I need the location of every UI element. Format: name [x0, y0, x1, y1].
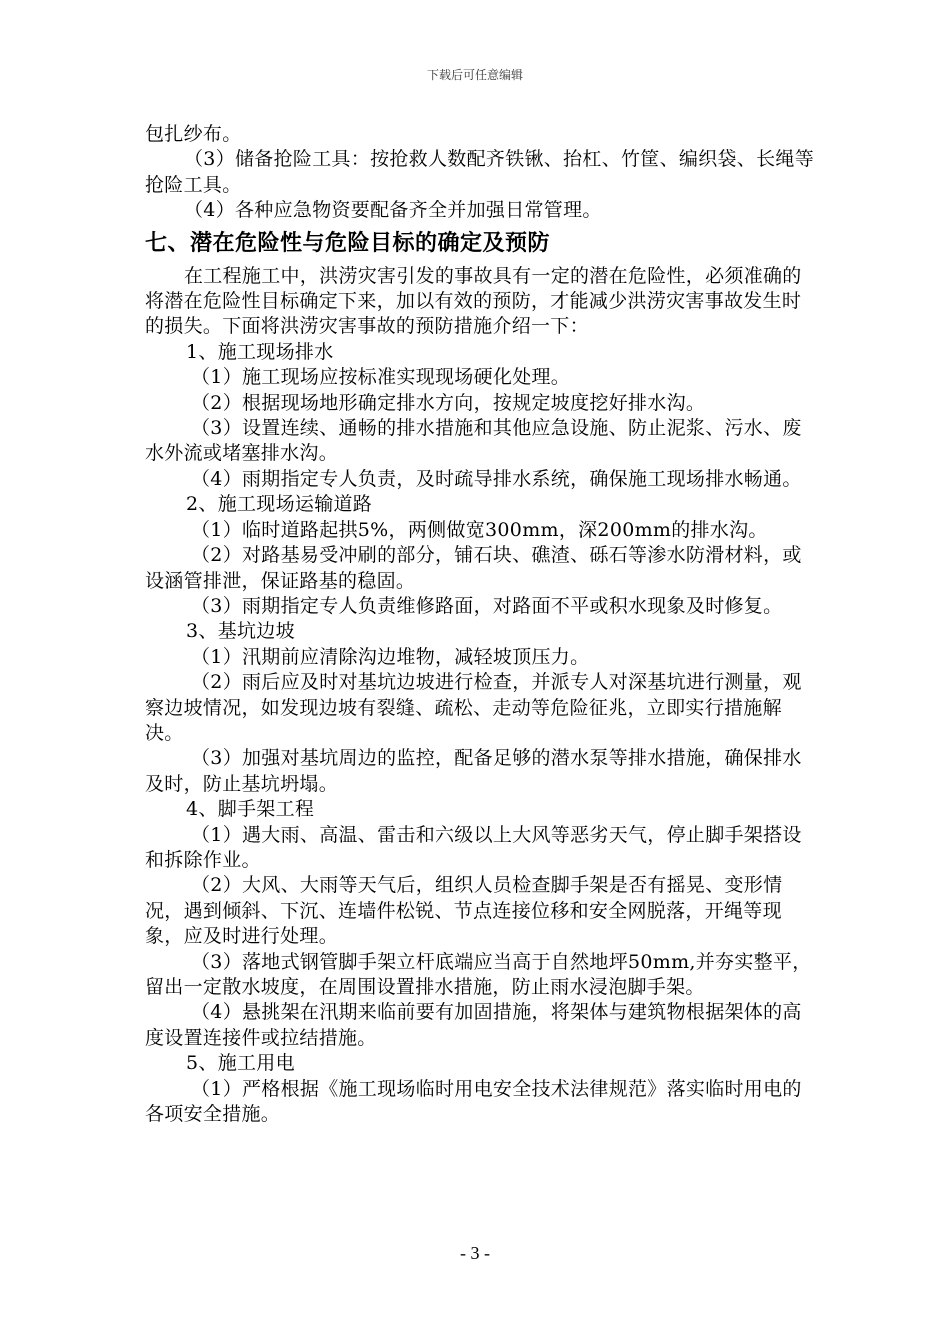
paragraph: 3、基坑边坡 [186, 620, 295, 643]
paragraph: 1、施工现场排水 [186, 340, 334, 363]
paragraph: （1）临时道路起拱5%，两侧做宽300mm，深200mm的排水沟。 [191, 518, 768, 541]
paragraph: （3）落地式钢管脚手架立杆底端应当高于自然地坪50mm,并夯实整平，留出一定散水坡度，在周围设置排水措施，防止雨水浸泡脚手架。 [145, 950, 812, 998]
paragraph: （3）储备抢险工具：按抢救人数配齐铁锹、抬杠、竹筐、编织袋、长绳等抢险工具。 [145, 148, 814, 196]
paragraph: 2、施工现场运输道路 [186, 493, 373, 516]
paragraph: （2）根据现场地形确定排水方向，按规定坡度挖好排水沟。 [191, 391, 706, 414]
paragraph: （1）遇大雨、高温、雷击和六级以上大风等恶劣天气，停止脚手架搭设和拆除作业。 [145, 823, 802, 871]
paragraph: （1）施工现场应按标准实现现场硬化处理。 [191, 366, 571, 389]
paragraph: （4）悬挑架在汛期来临前要有加固措施，将架体与建筑物根据架体的高度设置连接件或拉结措施。 [145, 1001, 802, 1049]
paragraph: （3）设置连续、通畅的排水措施和其他应急设施、防止泥浆、污水、废水外流或堵塞排水沟。 [145, 417, 802, 465]
section-heading: 七、潜在危险性与危险目标的确定及预防 [145, 230, 551, 256]
paragraph: （2）大风、大雨等天气后，组织人员检查脚手架是否有摇晃、变形情况，遇到倾斜、下沉、连墙件松锐、节点连接位移和安全网脱落，开绳等现象，应及时进行处理。 [145, 874, 783, 948]
paragraph: （2）雨后应及时对基坑边坡进行检查，并派专人对深基坑进行测量，观察边坡情况，如发现边坡有裂缝、疏松、走动等危险征兆，立即实行措施解决。 [145, 671, 802, 744]
paragraph: （3）雨期指定专人负责维修路面，对路面不平或积水现象及时修复。 [191, 594, 783, 617]
paragraph: 包扎纱布。 [145, 123, 242, 145]
paragraph: （3）加强对基坑周边的监控，配备足够的潜水泵等排水措施，确保排水及时，防止基坑坍塌。 [145, 747, 802, 795]
paragraph: 4、脚手架工程 [186, 798, 315, 821]
paragraph: （1）严格根据《施工现场临时用电安全技术法律规范》落实临时用电的各项安全措施。 [145, 1077, 802, 1126]
paragraph: （4）雨期指定专人负责，及时疏导排水系统，确保施工现场排水畅通。 [191, 467, 802, 490]
paragraph: 5、施工用电 [186, 1052, 295, 1075]
document-body [145, 122, 817, 1127]
paragraph: （2）对路基易受冲刷的部分，铺石块、礁渣、砾石等渗水防滑材料，或设涵管排泄，保证路基的稳固。 [145, 544, 802, 592]
paragraph: （1）汛期前应清除沟边堆物，减轻坡顶压力。 [191, 645, 590, 668]
page-number: - 3 - [460, 1243, 490, 1263]
paragraph: 在工程施工中，洪涝灾害引发的事故具有一定的潜在危险性，必须准确的将潜在危险性目标确定下来，加以有效的预防，才能减少洪涝灾害事故发生时的损失。下面将洪涝灾害事故的预防措施介绍一下： [145, 264, 802, 338]
page-header: 下载后可任意编辑 [426, 68, 523, 82]
paragraph: （4）各种应急物资要配备齐全并加强日常管理。 [184, 199, 602, 222]
